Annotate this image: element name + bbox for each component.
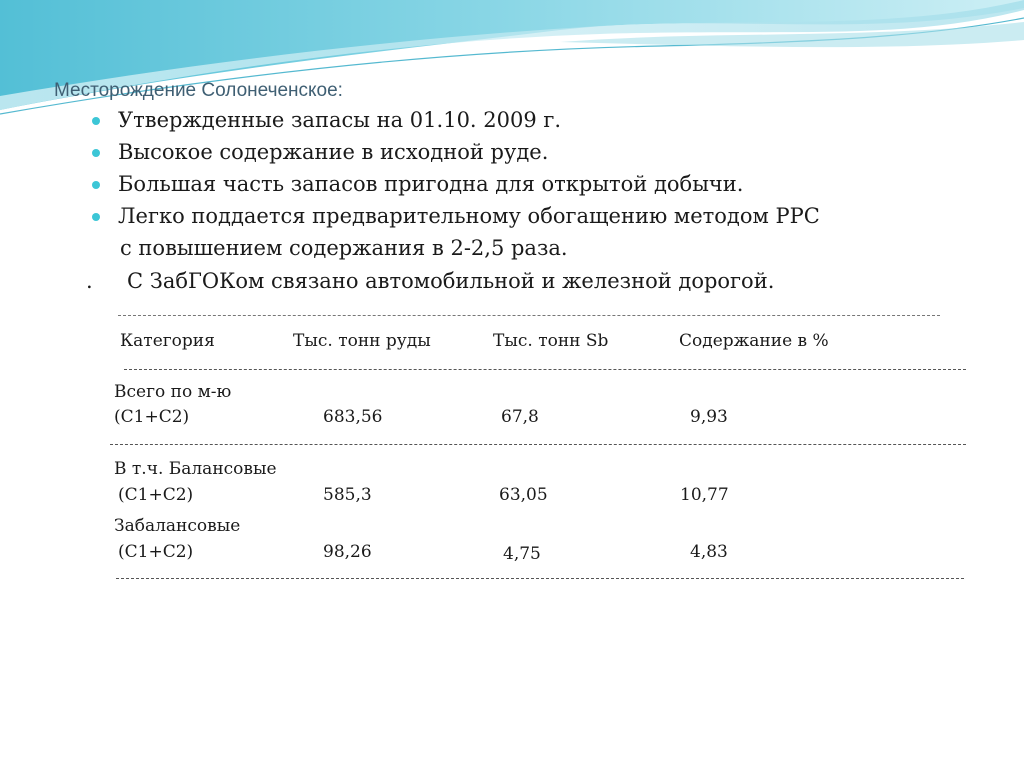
transport-text: С ЗабГОКом связано автомобильной и железной дорогой. — [127, 269, 775, 293]
list-item: Высокое содержание в исходной руде. — [92, 136, 820, 168]
bullet-icon — [92, 213, 100, 221]
divider — [118, 315, 940, 316]
column-header-content: Содержание в % — [679, 331, 829, 351]
column-header-sb: Тыс. тонн Sb — [493, 331, 609, 351]
page-title: Месторождение Солонеченское: — [54, 80, 343, 101]
divider — [124, 369, 966, 370]
divider — [110, 444, 966, 445]
row-label: В т.ч. Балансовые — [114, 459, 277, 479]
sb-value: 4,75 — [503, 544, 541, 564]
row-label: Забалансовые — [114, 516, 241, 536]
ore-value: 98,26 — [323, 542, 372, 562]
ore-value: 683,56 — [323, 407, 383, 427]
list-item: Большая часть запасов пригодна для открытой добычи. — [92, 168, 820, 200]
transport-line — [86, 265, 774, 297]
list-item: Утвержденные запасы на 01.10. 2009 г. — [92, 104, 820, 136]
bullet-icon — [92, 181, 100, 189]
bullet-icon — [92, 149, 100, 157]
content-value: 10,77 — [680, 485, 729, 505]
row-sublabel: (С1+С2) — [114, 407, 190, 427]
column-header-ore: Тыс. тонн руды — [293, 331, 431, 351]
bullet-icon — [92, 117, 100, 125]
content-value: 4,83 — [690, 542, 728, 562]
row-label: Всего по м-ю — [114, 382, 232, 402]
ore-value: 585,3 — [323, 485, 372, 505]
sb-value: 63,05 — [499, 485, 548, 505]
bullet-list — [92, 104, 820, 232]
divider — [116, 578, 964, 579]
line-marker: . — [86, 269, 93, 293]
column-header-category: Категория — [120, 331, 215, 351]
row-sublabel: (С1+С2) — [118, 485, 194, 505]
bullet-continuation: с повышением содержания в 2-2,5 раза. — [120, 236, 568, 260]
row-sublabel: (С1+С2) — [118, 542, 194, 562]
sb-value: 67,8 — [501, 407, 539, 427]
list-item: Легко поддается предварительному обогащению методом РРС — [92, 200, 820, 232]
content-value: 9,93 — [690, 407, 728, 427]
